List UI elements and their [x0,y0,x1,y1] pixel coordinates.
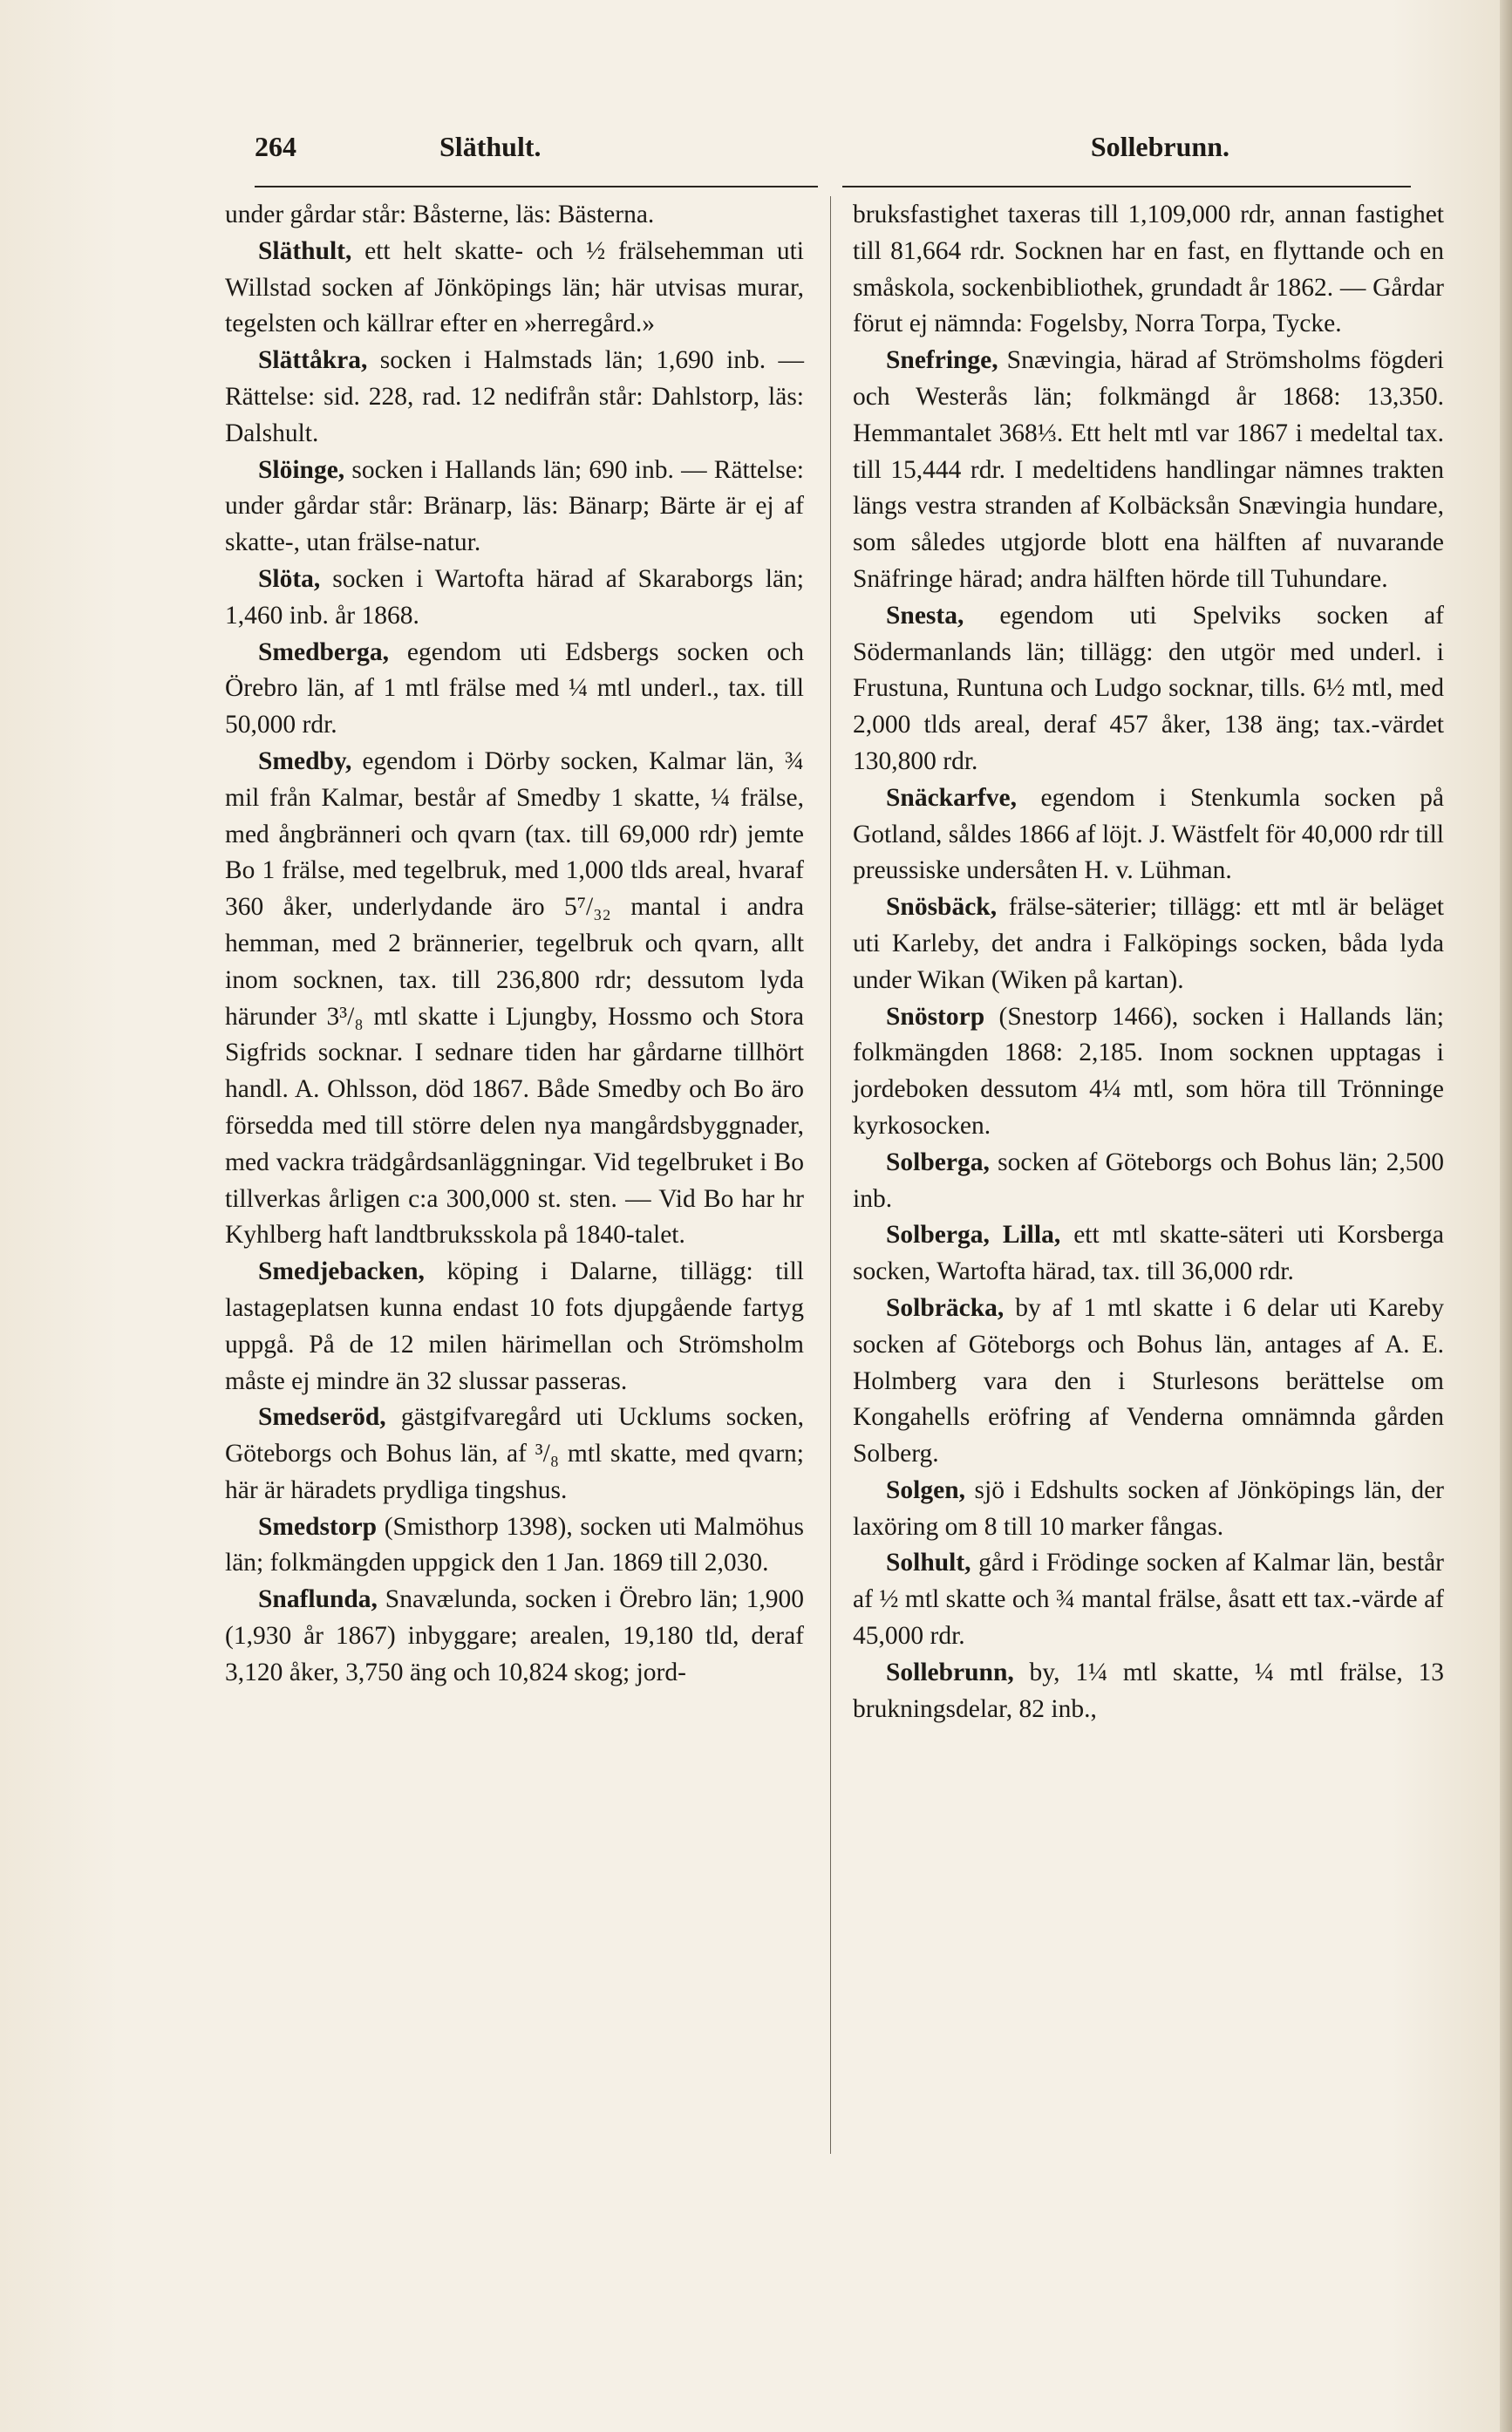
dictionary-entry [225,197,804,234]
entry-headword: Smedjebacken, [258,1257,425,1286]
dictionary-entry [853,197,1444,343]
entry-headword: Snöstorp [886,1002,985,1031]
right-running-head: Sollebrunn. [1090,131,1229,162]
entry-text: ett mtl skatte-säteri uti Korsberga socken, Wartofta härad, tax. till 36,000 rdr. [853,1221,1444,1286]
entry-text: by af 1 mtl skatte i 6 delar uti Kareby socken af Göteborgs och Bohus län, antages af A. E. Holmberg vara den i Sturlesons berättelse om Kongahells eröfring af Venderna omnämnda gården Solberg. [853,1293,1444,1468]
entry-text: under gårdar står: Båsterne, läs: Bästerna. [225,201,655,228]
entry-headword: Sollebrunn, [886,1658,1014,1686]
entry-text: egendom i Stenkumla socken på Gotland, såldes 1866 af löjt. J. Wästfelt för 40,000 rdr till preussiske undersåten H. v. Lühman. [853,783,1444,885]
entry-headword: Slättåkra, [258,346,368,375]
entry-text: ett helt skatte- och ½ frälsehemman uti Willstad socken af Jönköpings län; här utvisas murar, tegelsten och källrar efter en »herregård.» [225,236,804,338]
dictionary-entry [225,1254,804,1400]
running-header [255,131,1229,183]
dictionary-entry [225,1582,804,1691]
dictionary-entry [853,1655,1444,1728]
entry-headword: Snaflunda, [258,1585,378,1614]
column-divider [830,196,831,2154]
entry-text: (Snestorp 1466), socken i Hallands län; folkmängden 1868: 2,185. Inom socknen upptagas i jordeboken dessutom 4¼ mtl, som höra till Trönninge kyrkosocken. [853,1002,1444,1140]
entry-headword: Solhult, [886,1549,971,1577]
entry-headword: Smedby, [258,746,352,775]
dictionary-entry [225,744,804,1254]
left-column [225,197,804,1692]
entry-text: bruksfastighet taxeras till 1,109,000 rdr, annan fastighet till 81,664 rdr. Socknen har en fast, en flyttande och en småskola, sockenbibliothek, grundadt år 1862. — Gårdar förut ej nämnda: Fogelsby, Norra Torpa, Tycke. [853,201,1444,338]
dictionary-entry [853,1545,1444,1654]
entry-text: egendom i Dörby socken, Kalmar län, ¾ mil från Kalmar, består af Smedby 1 skatte, ¼ frälse, med ångbränneri och qvarn (tax. till 69,000 rdr) jemte Bo 1 frälse, med tegelbruk, med 1,000 tlds areal, hvaraf 360 åker, underlydande äro 5⁷/₃₂ mantal i andra hemman, med 2 brännerier, tegelbruk och qvarn, allt inom socknen, tax. till 236,800 rdr; dessutom lyda härunder 3³/₈ mtl skatte i Ljungby, Hossmo och Stora Sigfrids socknar. I sednare tiden har gårdarne tillhört handl. A. Ohlsson, död 1867. Både Smedby och Bo äro försedda med till större delen nya mangårdsbyggnader, med vackra trädgårdsanläggningar. Vid tegelbruket i Bo tillverkas årligen c:a 300,000 st. sten. — Vid Bo har hr Kyhlberg haft landtbruksskola på 1840-talet. [225,746,804,1250]
right-column [853,197,1444,1727]
entry-text: köping i Dalarne, tillägg: till lastageplatsen kunna endast 10 fots djupgående fartyg uppgå. På de 12 milen härimellan och Strömsholm måste ej mindre än 32 slussar passeras. [225,1257,804,1395]
entry-text: frälse-säterier; tillägg: ett mtl är beläget uti Karleby, det andra i Falköpings socken, båda lyda under Wikan (Wiken på kartan). [853,893,1444,994]
entry-headword: Solgen, [886,1475,965,1504]
entry-text: Snævingia, härad af Strömsholms fögderi och Westerås län; folkmängd år 1868: 13,350. Hemmantalet 368⅓. Ett helt mtl var 1867 i medeltal tax. till 15,444 rdr. I medeltidens handlingar nämnes trakten längs vestra stranden af Kolbäcksån Snævingia hundare, som således utgjorde blott ena hälften af nuvarande Snäfringe härad; andra hälften hörde till Tuhundare. [853,346,1444,593]
page-number: 264 [255,131,296,162]
entry-text: (Smisthorp 1398), socken uti Malmöhus län; folkmängden uppgick den 1 Jan. 1869 till 2,030. [225,1512,804,1577]
entry-text: Snavælunda, socken i Örebro län; 1,900 (1,930 år 1867) inbyggare; arealen, 19,180 tld, deraf 3,120 åker, 3,750 äng och 10,824 skog; jord- [225,1585,804,1686]
dictionary-entry [853,1473,1444,1546]
entry-headword: Smedberga, [258,637,389,666]
dictionary-entry [853,1145,1444,1218]
dictionary-entry [853,780,1444,889]
entry-text: by, 1¼ mtl skatte, ¼ mtl frälse, 13 brukningsdelar, 82 inb., [853,1658,1444,1723]
header-rule-right [842,186,1411,187]
dictionary-entry [853,343,1444,598]
dictionary-entry [225,234,804,343]
entry-headword: Snefringe, [886,346,998,375]
dictionary-entry [225,1509,804,1583]
header-rule-left [255,186,818,187]
page-edge [1500,0,1512,2432]
entry-text: socken i Wartofta härad af Skaraborgs län; 1,460 inb. år 1868. [225,564,804,630]
left-running-head: Släthult. [439,131,541,162]
dictionary-entry [225,453,804,562]
dictionary-entry [853,1217,1444,1291]
entry-headword: Solberga, [886,1148,990,1176]
dictionary-entry [853,889,1444,998]
entry-text: egendom uti Edsbergs socken och Örebro län, af 1 mtl frälse med ¼ mtl underl., tax. till 50,000 rdr. [225,637,804,739]
entry-headword: Snesta, [886,601,964,630]
entry-headword: Släthult, [258,236,352,265]
entry-headword: Slöta, [258,564,321,593]
entry-headword: Slöinge, [258,455,345,484]
dictionary-entry [225,343,804,452]
entry-headword: Solbräcka, [886,1293,1005,1322]
dictionary-entry [853,1291,1444,1473]
dictionary-entry [225,635,804,744]
entry-headword: Snösbäck, [886,893,998,922]
entry-headword: Snäckarfve, [886,783,1017,812]
entry-headword: Smedseröd, [258,1403,386,1432]
entry-text: gård i Frödinge socken af Kalmar län, består af ½ mtl skatte och ¾ mantal frälse, åsatt ett tax.-värde af 45,000 rdr. [853,1549,1444,1651]
entry-text: gästgifvaregård uti Ucklums socken, Göteborgs och Bohus län, af ³/₈ mtl skatte, med qvarn; här är häradets prydliga tingshus. [225,1403,804,1504]
entry-text: socken i Halmstads län; 1,690 inb. — Rättelse: sid. 228, rad. 12 nedifrån står: Dahlstorp, läs: Dalshult. [225,346,804,447]
entry-headword: Smedstorp [258,1512,378,1541]
dictionary-entry [225,1400,804,1509]
entry-headword: Solberga, Lilla, [886,1221,1061,1250]
entry-text: egendom uti Spelviks socken af Södermanlands län; tillägg: den utgör med underl. i Frustuna, Runtuna och Ludgo socknar, tills. 6½ mtl, med 2,000 tlds areal, deraf 457 åker, 138 äng; tax.-värdet 130,800 rdr. [853,601,1444,775]
dictionary-entry [853,999,1444,1145]
entry-text: socken i Hallands län; 690 inb. — Rättelse: under gårdar står: Bränarp, läs: Bänarp; Bärte är ej af skatte-, utan frälse-natur. [225,455,804,557]
dictionary-entry [225,562,804,635]
entry-text: sjö i Edshults socken af Jönköpings län, der laxöring om 8 till 10 marker fångas. [853,1475,1444,1541]
entry-text: socken af Göteborgs och Bohus län; 2,500 inb. [853,1148,1444,1213]
dictionary-entry [853,598,1444,780]
